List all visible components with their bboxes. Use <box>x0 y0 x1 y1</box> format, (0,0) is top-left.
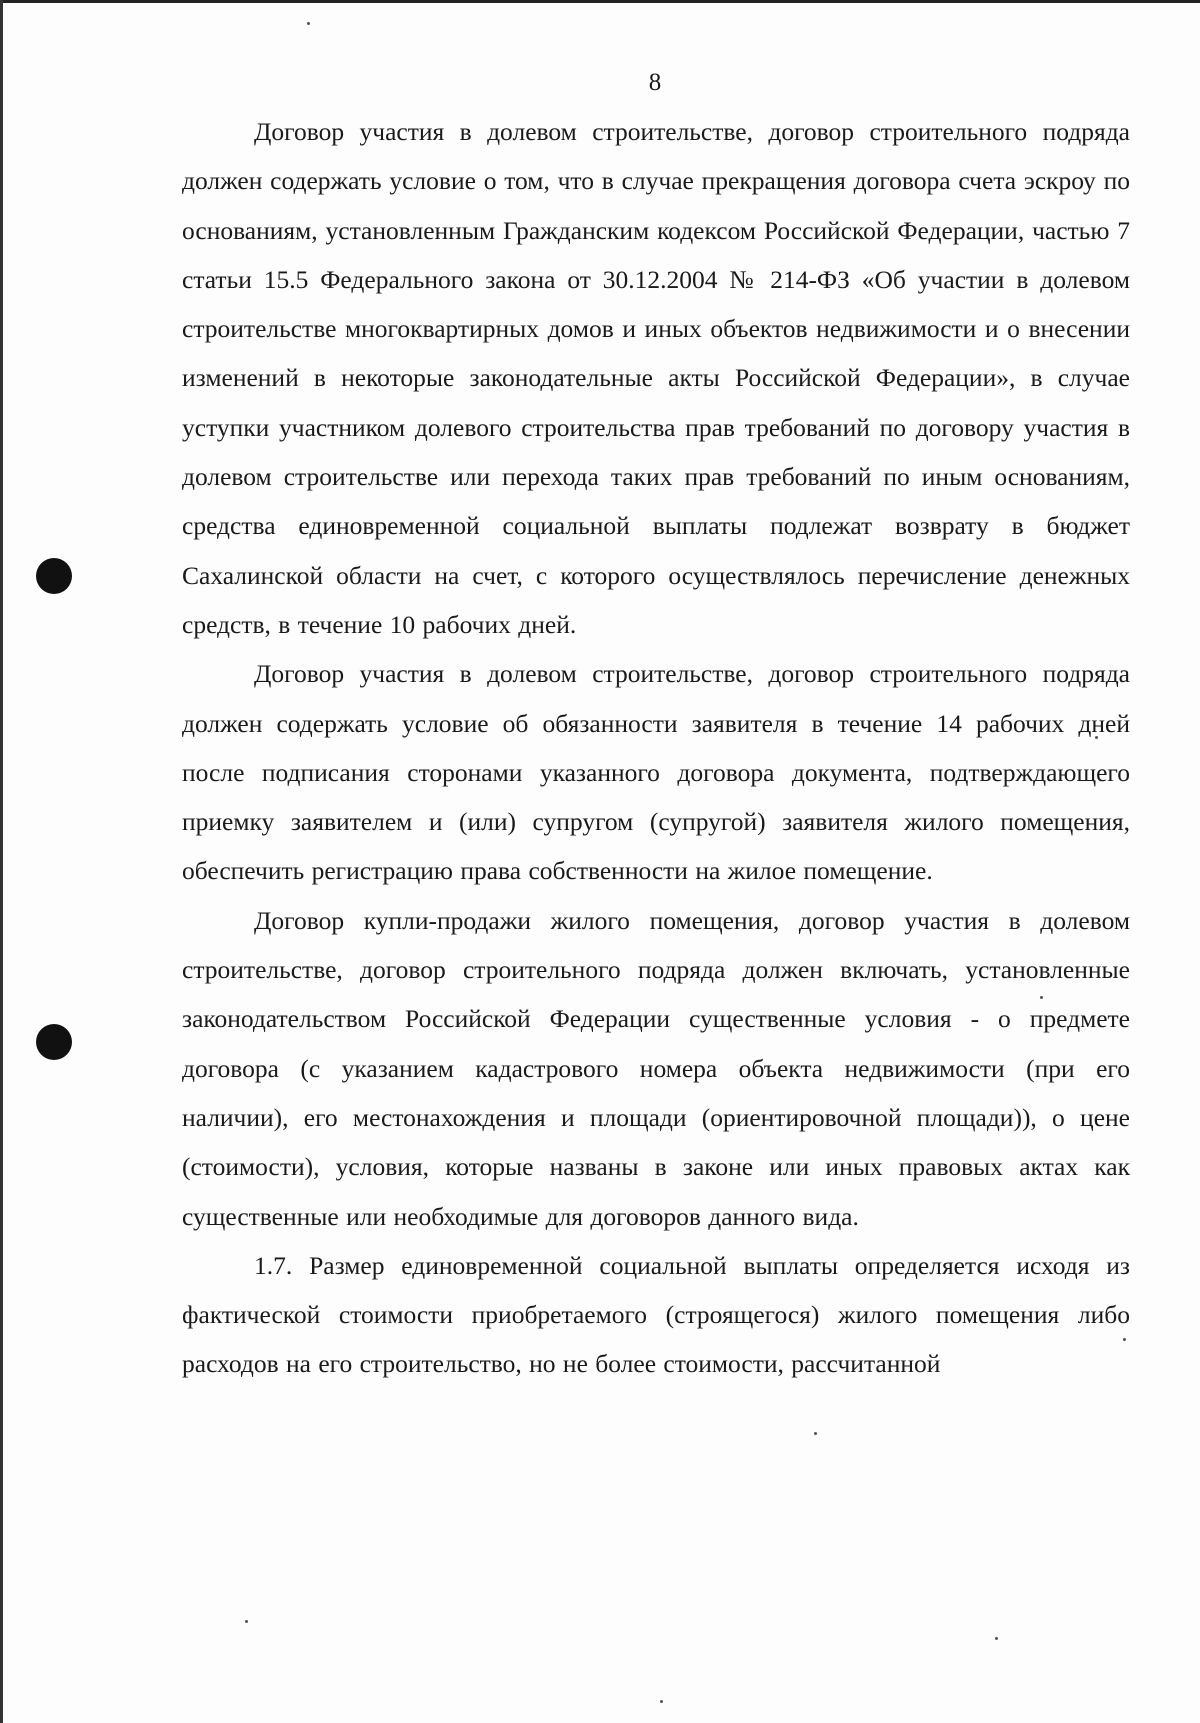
paragraph-payment-size: 1.7. Размер единовременной социальной выплаты определяется исходя из фактической стоимости приобретаемого (строящегося) жилого помещения либо расходов на его строительство, но не более стоимости, рассчитанной <box>182 1250 1130 1379</box>
scan-speck <box>307 22 310 25</box>
scan-top-edge <box>0 0 1200 3</box>
paragraph-ownership-registration: Договор участия в долевом строительстве, договор строительного подряда должен содержать условие об обязанности заявителя в течение 14 рабочих дней после подписания сторонами указанного договора документа, подтверждающего приемку заявителем и (или) супругом (супругой) заявителя жилого помещения, обеспечить регистрацию права собственности на жилое помещение. <box>182 659 1130 886</box>
paragraph-escrow-termination: Договор участия в долевом строительстве, договор строительного подряда должен содержать условие о том, что в случае прекращения договора счета эскроу по основаниям, установленным Гражданским кодексом Российской Федерации, частью 7 статьи 15.5 Федерального закона от 30.12.2004 № 214-ФЗ «Об участии в долевом строительстве многоквартирных домов и иных объектов недвижимости и о внесении изменений в некоторые законодательные акты Российской Федерации», в случае уступки участником долевого строительства прав требований по договору участия в долевом строительстве или перехода таких прав требований по иным основаниям, средства единовременной социальной выплаты подлежат возврату в бюджет Сахалинской области на счет, с которого осуществлялось перечисление денежных средств, в течение 10 рабочих дней. <box>182 117 1130 639</box>
punch-hole-mark <box>36 1024 72 1060</box>
paragraph-essential-conditions: Договор купли-продажи жилого помещения, договор участия в долевом строительстве, договор строительного подряда должен включать, установленные законодательством Российской Федерации существенные условия - о предмете договора (с указанием кадастрового номера объекта недвижимости (при его наличии), его местонахождения и площади (ориентировочной площади)), о цене (стоимости), условия, которые названы в законе или иных правовых актах как существенные или необходимые для договоров данного вида. <box>182 905 1130 1231</box>
scan-speck <box>995 1637 998 1640</box>
scan-left-edge <box>0 0 3 1723</box>
scan-speck <box>814 1432 817 1435</box>
scan-speck <box>660 1700 663 1703</box>
punch-hole-mark <box>36 558 72 594</box>
document-body <box>182 107 1130 1389</box>
page-number: 8 <box>648 69 662 96</box>
scan-speck <box>245 1620 248 1623</box>
